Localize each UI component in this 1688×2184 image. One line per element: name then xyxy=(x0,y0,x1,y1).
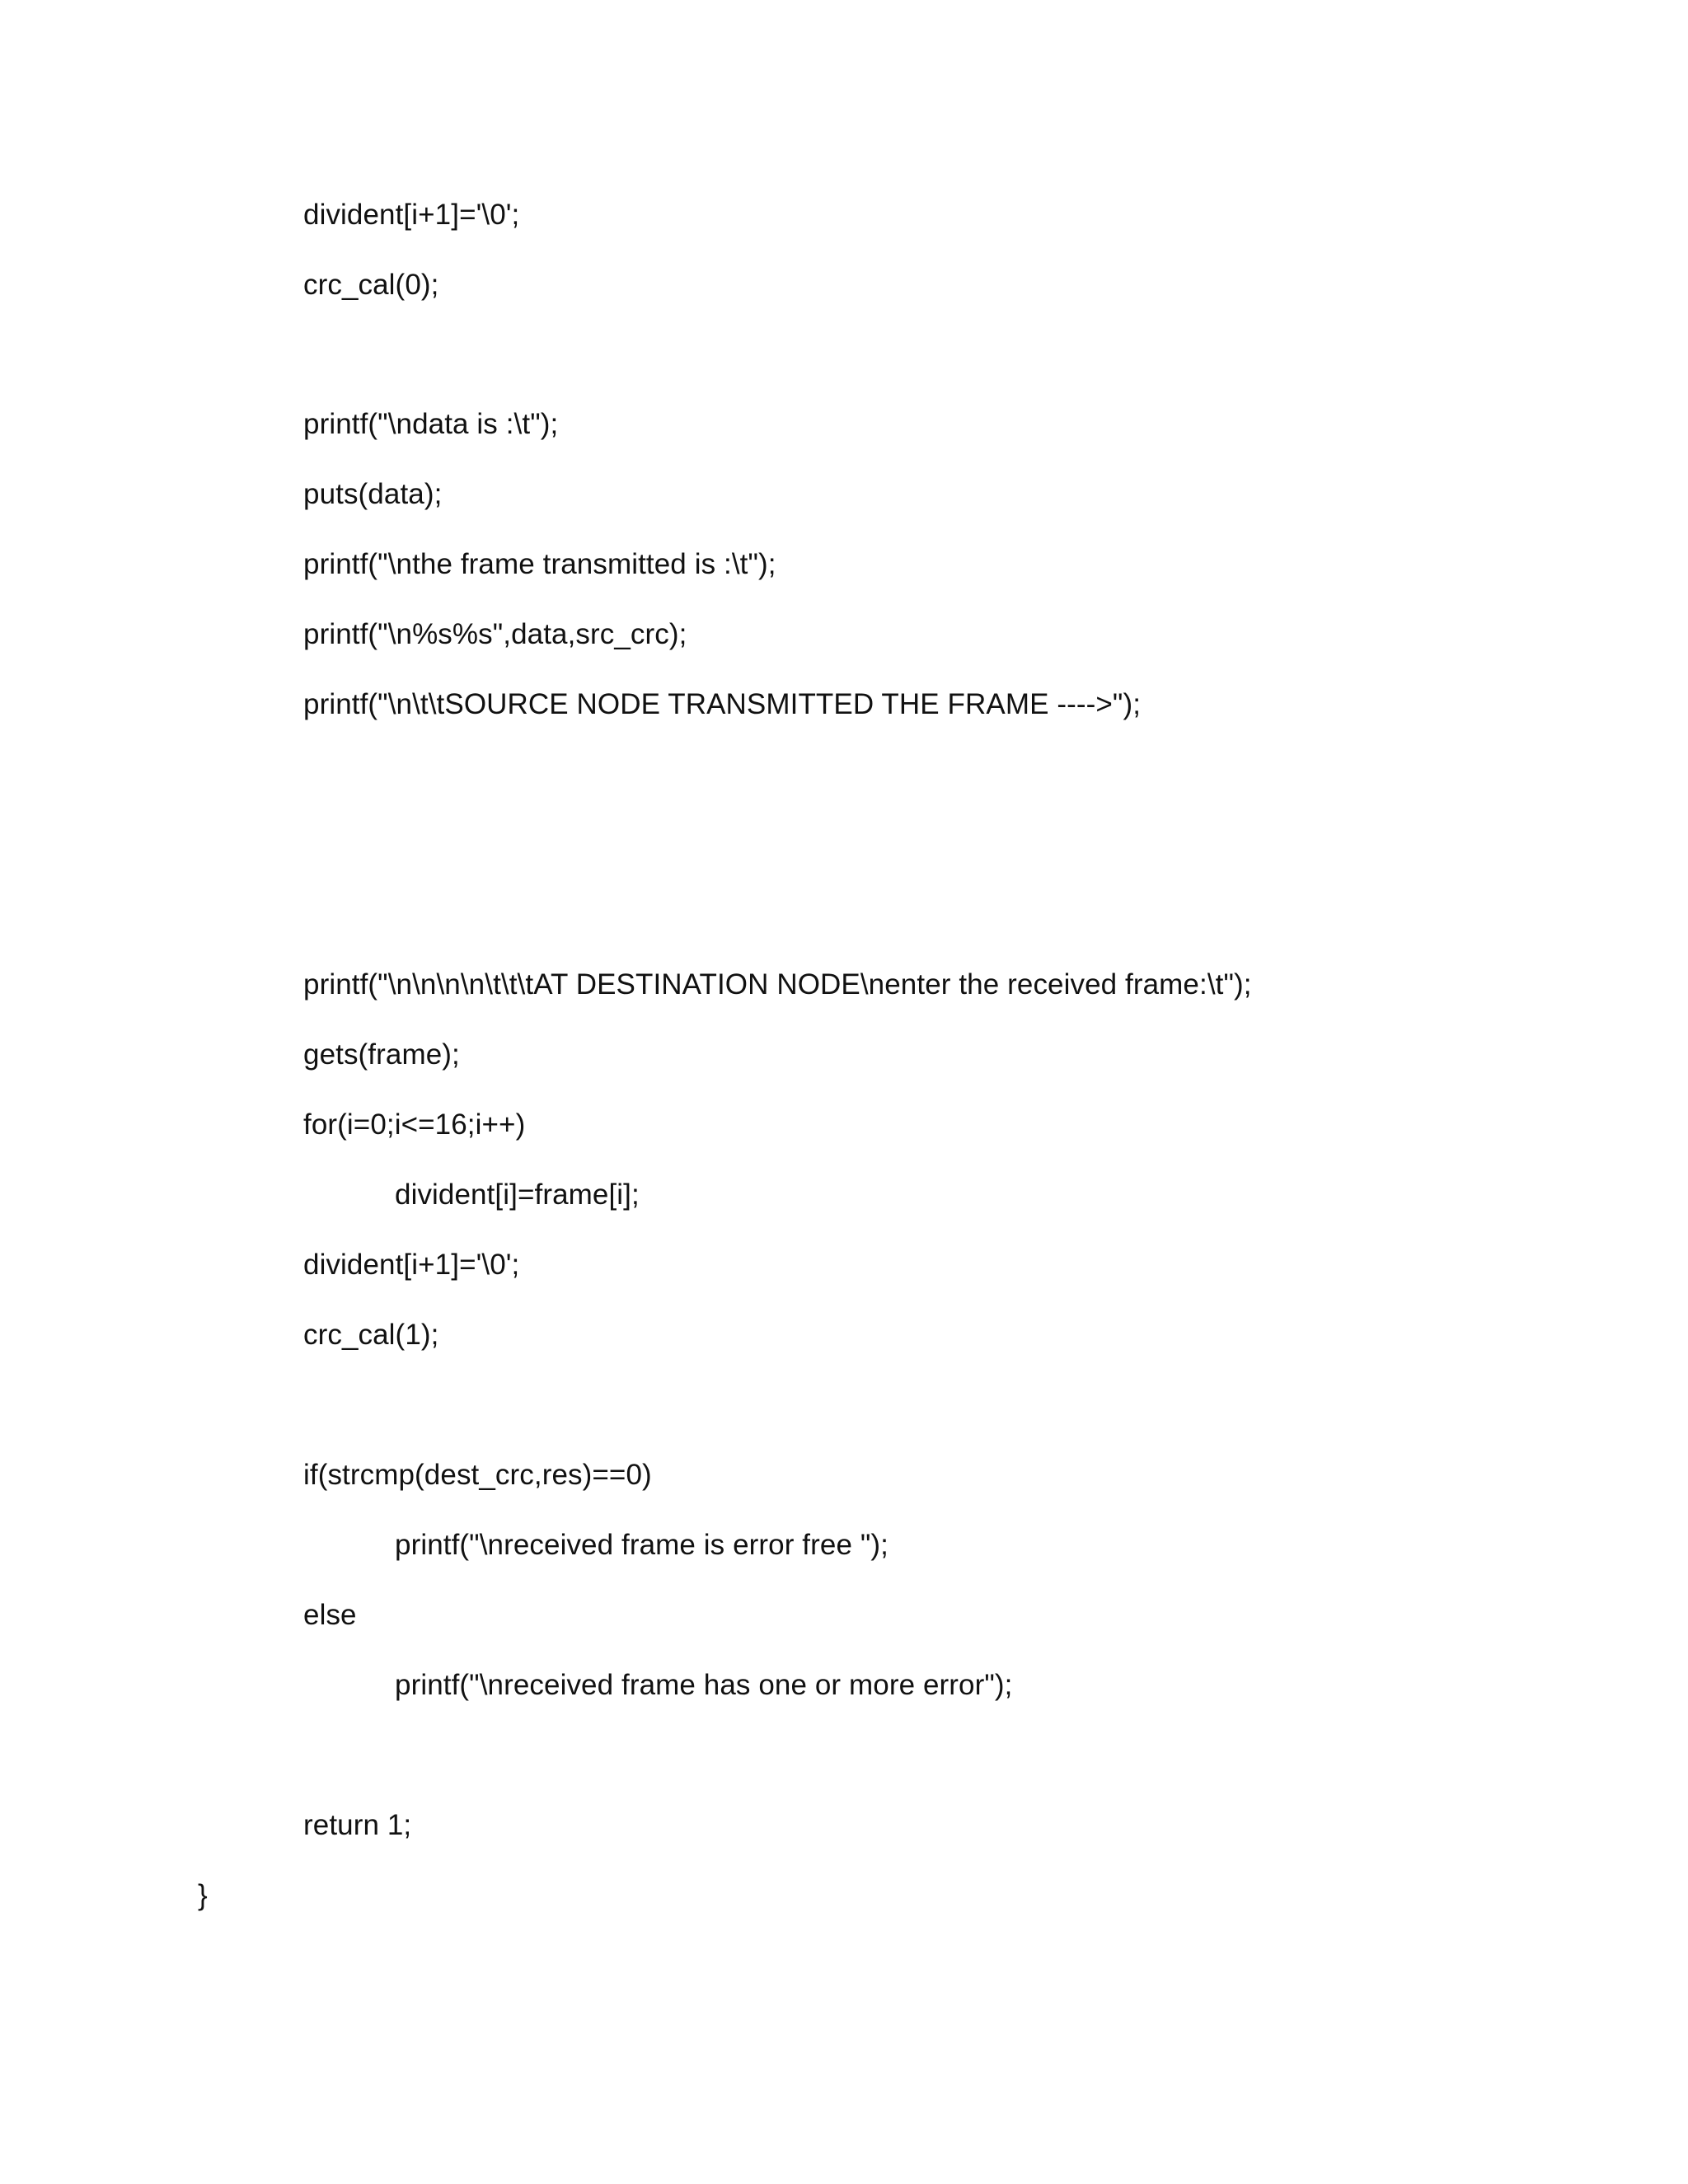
code-line: return 1; xyxy=(303,1809,412,1841)
code-line: else xyxy=(303,1599,357,1631)
code-line: for(i=0;i<=16;i++) xyxy=(303,1108,526,1141)
code-line: puts(data); xyxy=(303,478,443,510)
code-line: printf("\n%s%s",data,src_crc); xyxy=(303,618,687,650)
code-line: gets(frame); xyxy=(303,1038,460,1071)
code-line: printf("\nthe frame transmitted is :\t"); xyxy=(303,548,776,580)
code-line: crc_cal(1); xyxy=(303,1319,439,1351)
code-line: printf("\ndata is :\t"); xyxy=(303,408,559,440)
code-line: divident[i+1]='\0'; xyxy=(303,1249,520,1281)
code-line: printf("\nreceived frame is error free "); xyxy=(395,1529,889,1561)
code-line: printf("\n\t\tSOURCE NODE TRANSMITTED THE FRAME ---->"); xyxy=(303,688,1142,720)
code-line: if(strcmp(dest_crc,res)==0) xyxy=(303,1459,652,1491)
closing-brace: } xyxy=(198,1879,208,1911)
code-line: divident[i+1]='\0'; xyxy=(303,199,520,231)
code-line: printf("\n\n\n\n\t\t\tAT DESTINATION NODE\nenter the received frame:\t"); xyxy=(303,968,1252,1001)
code-line: divident[i]=frame[i]; xyxy=(395,1179,640,1211)
code-line: crc_cal(0); xyxy=(303,269,439,301)
code-line: printf("\nreceived frame has one or more error"); xyxy=(395,1669,1013,1701)
